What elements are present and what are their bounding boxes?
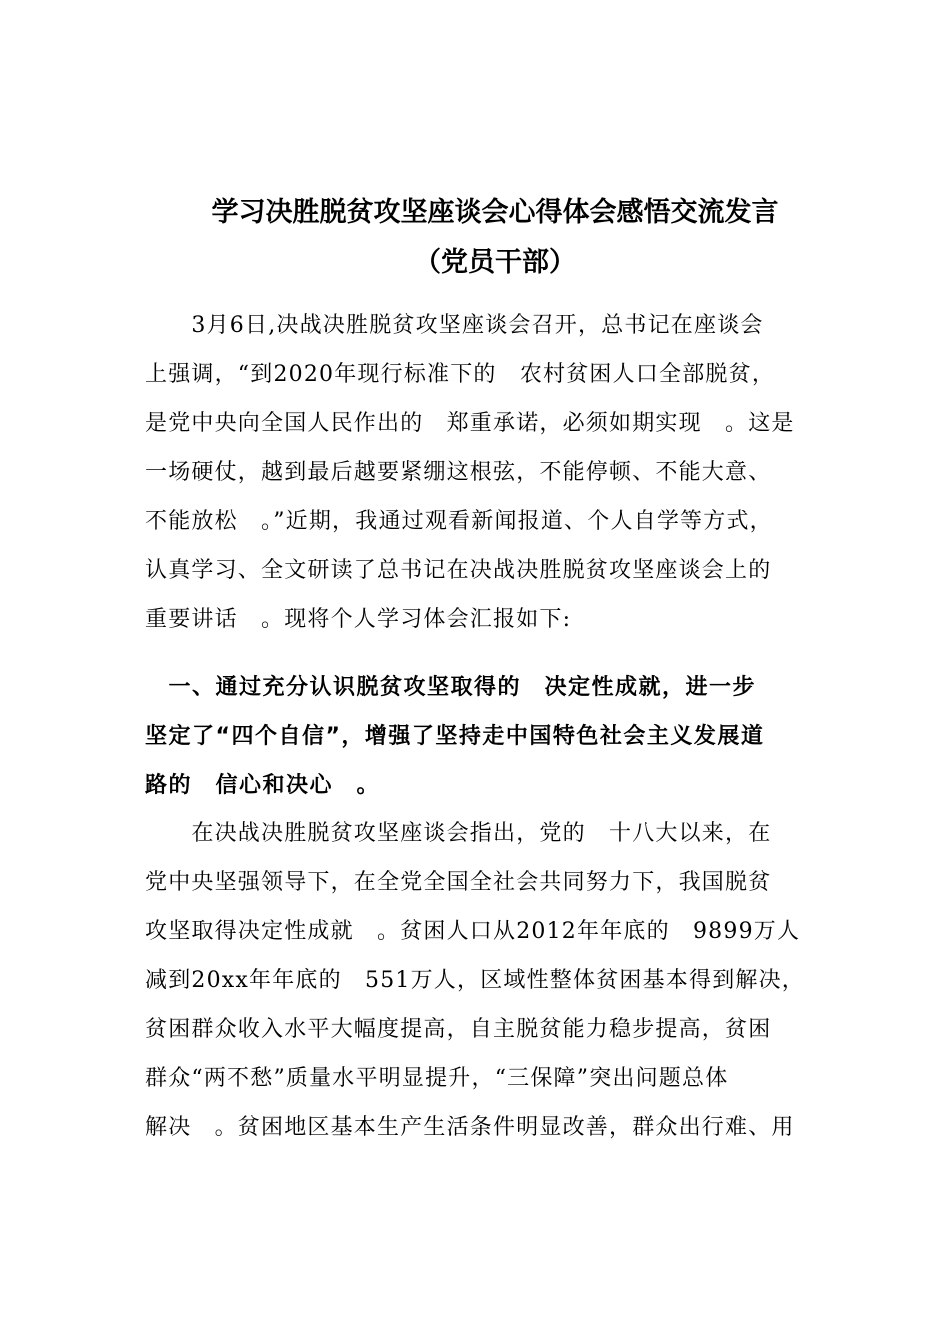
paragraph-line: 攻坚取得决定性成就 。贫困人口从2012年年底的 9899万人: [145, 919, 801, 944]
paragraph-line: 贫困群众收入水平大幅度提高，自主脱贫能力稳步提高，贫困: [145, 1017, 772, 1042]
paragraph-line: 解决 。贫困地区基本生产生活条件明显改善，群众出行难、用: [145, 1115, 795, 1140]
paragraph-line: 上强调，“到2020年现行标准下的 农村贫困人口全部脱贫，: [145, 362, 776, 387]
paragraph-line: 群众“两不愁”质量水平明显提升，“三保障”突出问题总体: [145, 1066, 729, 1091]
paragraph-line: 3月6日,决战决胜脱贫攻坚座谈会召开，总书记在座谈会: [145, 313, 764, 338]
paragraph-line: 不能放松 。”近期，我通过观看新闻报道、个人自学等方式，: [145, 509, 773, 534]
heading-line: 坚定了“四个自信”，增强了坚持走中国特色社会主义发展道: [145, 724, 765, 749]
document-subtitle: （党员干部）: [414, 247, 576, 278]
document-title: 学习决胜脱贫攻坚座谈会心得体会感悟交流发言: [211, 197, 779, 228]
paragraph-line: 党中央坚强领导下，在全党全国全社会共同努力下，我国脱贫: [145, 870, 772, 895]
paragraph-line: 重要讲话 。现将个人学习体会汇报如下:: [145, 607, 572, 632]
section-heading-1: [145, 663, 810, 810]
body-paragraph: [145, 809, 810, 1152]
paragraph-line: 一场硬仗，越到最后越要紧绷这根弦，不能停顿、不能大意、: [145, 460, 772, 485]
paragraph-line: 减到20xx年年底的 551万人，区域性整体贫困基本得到解决，: [145, 968, 806, 993]
paragraph-line: 在决战决胜脱贫攻坚座谈会指出，党的 十八大以来，在: [145, 821, 772, 846]
paragraph-line: 认真学习、全文研读了总书记在决战决胜脱贫攻坚座谈会上的: [145, 558, 772, 583]
heading-line: 路的 信心和决心 。: [145, 773, 381, 798]
paragraph-line: 是党中央向全国人民作出的 郑重承诺，必须如期实现 。这是: [145, 411, 795, 436]
heading-line: 一、通过充分认识脱贫攻坚取得的 决定性成就，进一步: [145, 675, 757, 700]
intro-paragraph: [145, 301, 810, 644]
